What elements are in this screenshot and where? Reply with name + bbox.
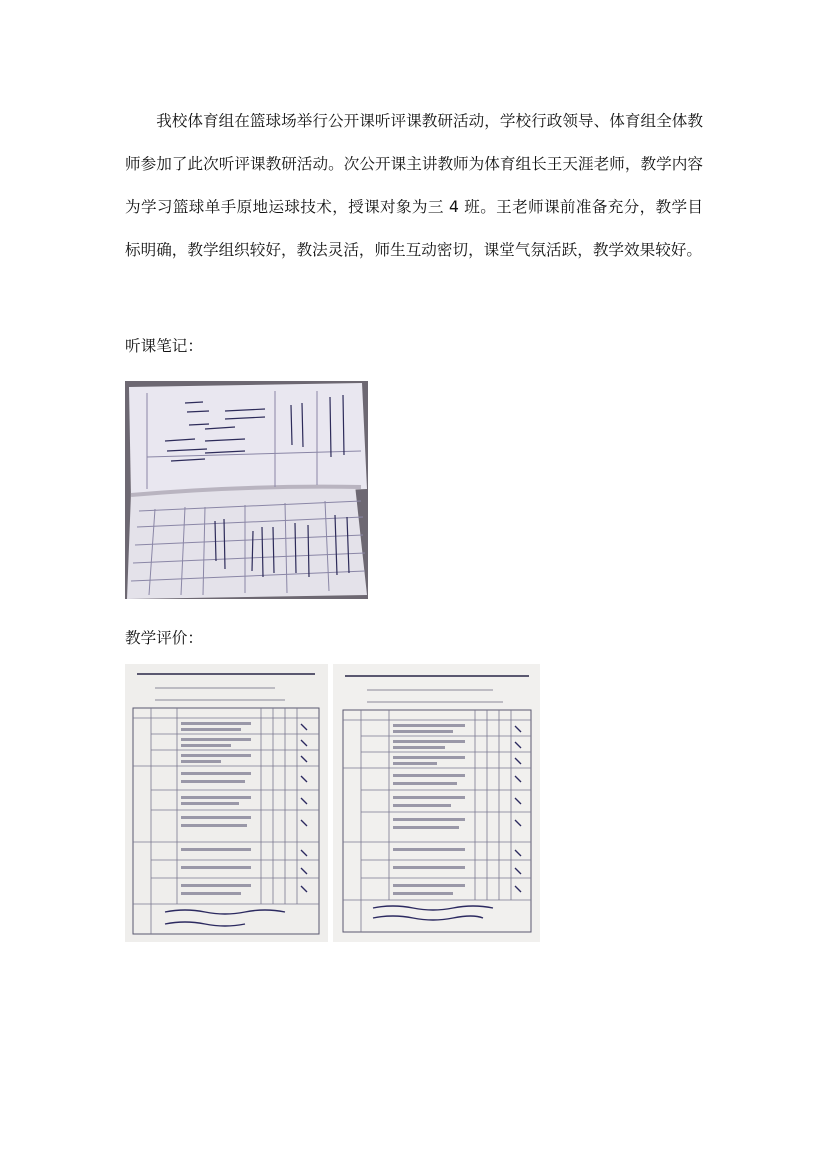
evaluation-heading: 教学评价： (125, 629, 203, 647)
evaluation-form-photo-right (333, 664, 540, 942)
intro-paragraph: 我校体育组在篮球场举行公开课听评课教研活动，学校行政领导、体育组全体教师参加了此次听评课教研活动。次公开课主讲教师为体育组长王天涯老师，教学内容为学习篮球单手原地运球技术，授课对象为三 4 班。王老师课前准备充分，教学目标明确，教学组织较好，教法灵活，师生互动密切，课堂气氛活跃，教学效果较好。 (125, 112, 703, 259)
lecture-notes-photo (125, 381, 368, 599)
evaluation-form-photo-left (125, 664, 328, 942)
notes-heading: 听课笔记： (125, 337, 203, 355)
